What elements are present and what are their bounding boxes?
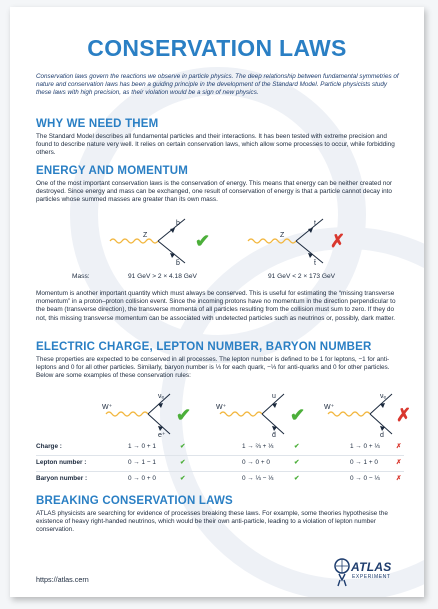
bbar-label: b̄: [176, 260, 180, 267]
charge-value-1: 1 → 0 + 1: [128, 443, 156, 450]
nu-label: νₑ: [380, 393, 387, 400]
lepton-value-2: 0 → 0 + 0: [242, 459, 270, 466]
row-label-baryon: Baryon number :: [36, 475, 88, 482]
mass-label: Mass:: [72, 273, 90, 280]
bbar-quark-line: [158, 241, 185, 263]
z-boson-line: [248, 239, 296, 243]
intro-text: Conservation laws govern the reactions we observe in particle physics. The deep relationship between fundamental symmetries of nature and conservation laws has been a guiding principle in the development of the Standard Model. Particle physicists study these laws with high precision, as their violation would be a sign of new physics.: [36, 73, 399, 96]
t-label: t: [314, 220, 316, 227]
positron-label: e⁺: [158, 432, 166, 439]
lepton-value-1: 0 → 1 − 1: [128, 459, 156, 466]
logo-text: ATLAS: [351, 560, 392, 574]
check-icon: ✔: [176, 405, 192, 425]
baryon-value-3: 0 → 0 − ⅓: [350, 475, 380, 482]
mass-comparison-bb: 91 GeV > 2 × 4.18 GeV: [128, 273, 197, 280]
u-label: u: [272, 393, 276, 400]
w-label: W⁺: [324, 404, 335, 411]
w-to-nu-e-diagram: [102, 393, 191, 439]
row-label-lepton: Lepton number :: [36, 459, 87, 466]
w-to-u-dbar-diagram: [216, 393, 305, 439]
z-boson-line: [110, 239, 158, 243]
z-to-bb-diagram: [110, 219, 210, 267]
atlas-logo: [332, 555, 402, 587]
z-label: Z: [143, 232, 148, 239]
tbar-label: t̄: [314, 260, 316, 267]
b-label: b: [176, 220, 180, 227]
heading-charge: ELECTRIC CHARGE, LEPTON NUMBER, BARYON NUMBER: [36, 341, 372, 353]
row-divider: [36, 455, 404, 456]
footer-link[interactable]: https://atlas.cern: [36, 575, 89, 584]
w-boson-line: [328, 412, 370, 416]
baryon-value-1: 0 → 0 + 0: [128, 475, 156, 482]
page-title: CONSERVATION LAWS: [87, 35, 347, 61]
z-decay-diagrams: [10, 211, 424, 271]
nu-label: νₑ: [158, 393, 165, 400]
check-icon: ✔: [180, 459, 186, 466]
check-icon: ✔: [290, 405, 306, 425]
check-icon: ✔: [294, 459, 300, 466]
charge-value-3: 1 → 0 + ⅓: [350, 443, 380, 450]
row-label-charge: Charge :: [36, 443, 62, 450]
mass-comparison-tt: 91 GeV < 2 × 173 GeV: [268, 273, 336, 280]
logo-subtext: EXPERIMENT: [352, 574, 391, 580]
w-to-nu-d-diagram: [324, 393, 411, 439]
charge-text: These properties are expected to be conserved in all processes. The lepton number is defined to be 1 for leptons, −1 for anti-leptons and 0 for all other particles. Similarly, baryon number is ⅓ for each quark, −⅓ for anti-quarks and 0 for other particles. Below are some examples of these conservation rules:: [36, 356, 390, 380]
heading-energy: ENERGY AND MOMENTUM: [36, 165, 189, 177]
why-text: The Standard Model describes all fundamental particles and their interactions. It has been tested with extreme precision and found to describe nature very well. It relies on certain conservation laws, which allow some processes to occur, while forbidding others.: [36, 133, 395, 157]
d-label: d: [380, 432, 384, 439]
check-icon: ✔: [294, 443, 300, 450]
momentum-text: Momentum is another important quantity which must always be conserved. This is useful for estimating the “missing transverse momentum” in a proton–proton collision event. Since the incoming protons have no momentum in the direction perpendicular to the beam (transverse direction), the transverse momenta of all particles resulting from the collision must sum to zero. If they do not, this missing transverse momentum can be associated with undetected particles such as neutrinos or, possibly, dark matter.: [36, 290, 396, 322]
w-decay-diagrams: [10, 389, 424, 439]
heading-breaking: BREAKING CONSERVATION LAWS: [36, 495, 233, 507]
poster-page: [10, 7, 424, 597]
w-label: W⁺: [102, 404, 113, 411]
breaking-text: ATLAS physicists are searching for evidence of processes breaking these laws. For example, some theories hypothesise the existence of heavy right-handed neutrinos, which would be their own anti-particle, leading to a violation of lepton number conservation.: [36, 510, 388, 534]
w-boson-line: [220, 412, 262, 416]
dbar-label: d̄: [272, 432, 276, 439]
check-icon: ✔: [180, 443, 186, 450]
z-to-tt-diagram: [248, 219, 345, 267]
lepton-value-3: 0 → 1 + 0: [350, 459, 378, 466]
baryon-value-2: 0 → ⅓ − ⅓: [242, 475, 274, 482]
check-icon: ✔: [294, 475, 300, 482]
check-icon: ✔: [195, 231, 211, 251]
heading-why: WHY WE NEED THEM: [36, 118, 159, 130]
cross-icon: ✗: [396, 405, 412, 425]
cross-icon: ✗: [396, 475, 402, 482]
tbar-quark-line: [296, 241, 323, 263]
cross-icon: ✗: [396, 443, 402, 450]
energy-text: One of the most important conservation laws is the conservation of energy. This means that energy can be neither created nor destroyed. Since energy and mass can be exchanged, one result of conservation of energy is that a particle cannot decay into particles whose summed masses are greater than its own mass.: [36, 180, 393, 204]
atlas-figure-icon: [332, 557, 352, 587]
check-icon: ✔: [180, 475, 186, 482]
cross-icon: ✗: [330, 231, 346, 251]
charge-value-2: 1 → ⅔ + ⅓: [242, 443, 274, 450]
cross-icon: ✗: [396, 459, 402, 466]
w-label: W⁺: [216, 404, 227, 411]
row-divider: [36, 471, 404, 472]
z-label: Z: [280, 232, 285, 239]
w-boson-line: [106, 412, 148, 416]
